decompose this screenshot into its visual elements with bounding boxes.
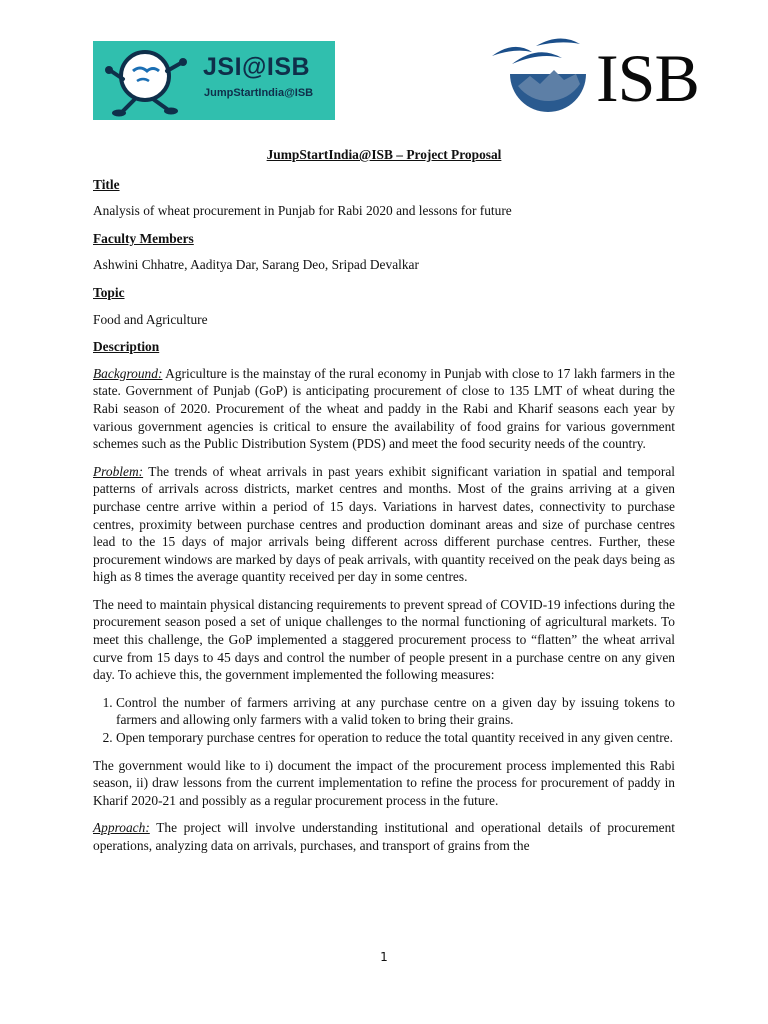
isb-logo-text: ISB bbox=[596, 40, 699, 116]
description-heading: Description bbox=[93, 339, 160, 355]
background-text: Agriculture is the mainstay of the rural economy in Punjab with close to 17 lakh farmers in the state. Government of Punjab (GoP) is anticipating procurement of close to 135 LMT of wheat during the Rabi season of 2020. Procurement of the wheat and paddy in the Rabi and Kharif seasons each year by various government agencies is critical to ensure the availability of food grains for various government schemes such as the Public Distribution System (PDS) and meet the food security needs of the country. bbox=[93, 365, 675, 452]
document-title: JumpStartIndia@ISB – Project Proposal bbox=[266, 147, 502, 162]
jsi-isb-logo bbox=[93, 41, 335, 120]
jsi-logo-text: JSI@ISB bbox=[203, 53, 311, 81]
measure-item: 1. Control the number of farmers arriving at any purchase centre on a given day by issuing tokens to farmers and allowing only farmers with a valid token to bring their grains. bbox=[116, 694, 675, 729]
measures-list bbox=[93, 694, 675, 747]
problem-paragraph bbox=[93, 463, 675, 586]
faculty-text: Ashwini Chhatre, Aaditya Dar, Sarang Deo, Sripad Devalkar bbox=[93, 257, 419, 273]
approach-paragraph bbox=[93, 819, 675, 854]
topic-heading: Topic bbox=[93, 284, 125, 300]
document-body bbox=[93, 146, 675, 865]
approach-lead: Approach: bbox=[93, 820, 150, 836]
problem-text: The trends of wheat arrivals in past years exhibit significant variation in spatial and temporal patterns of arrivals across districts, market centres and months. Most of the grains arriving at a given purchase centre arrive within a period of 15 days. Variations in harvest dates, connectivity to purchase centres, proximity between purchase centres and production dominant areas and size of purchase centres lead to the 15 days of major arrivals being different across different purchase centres. Further, these procurement windows are marked by days of peak arrivals, with quantity received on the peak days being as high as 8 times the average quantity received per day in some centres. bbox=[93, 463, 675, 585]
topic-text: Food and Agriculture bbox=[93, 311, 208, 327]
background-lead: Background: bbox=[93, 365, 163, 381]
problem-lead: Problem: bbox=[93, 463, 144, 479]
approach-text: The project will involve understanding institutional and operational details of procurement operations, analyzing data on arrivals, purchases, and transport of grains from the bbox=[93, 820, 675, 853]
page-number: 1 bbox=[380, 950, 388, 964]
background-paragraph bbox=[93, 365, 675, 453]
isb-emblem-icon bbox=[488, 34, 598, 114]
faculty-heading: Faculty Members bbox=[93, 230, 194, 246]
title-heading: Title bbox=[93, 176, 120, 192]
title-text: Analysis of wheat procurement in Punjab for Rabi 2020 and lessons for future bbox=[93, 203, 512, 219]
jsi-logo-subtext: JumpStartIndia@ISB bbox=[204, 87, 314, 99]
measure-item: 2. Open temporary purchase centres for operation to reduce the total quantity received in any given centre. bbox=[116, 729, 675, 747]
government-paragraph: The government would like to i) document the impact of the procurement process implemented this Rabi season, ii) draw lessons from the current implementation to refine the process for procurement of paddy in Kharif 2020-21 and possibly as a regular procurement process in the future. bbox=[93, 757, 675, 808]
covid-paragraph: The need to maintain physical distancing requirements to prevent spread of COVID-19 infections during the procurement season posed a set of unique challenges to the normal functioning of agricultural markets. To meet this challenge, the GoP implemented a staggered procurement process to “flatten” the wheat arrival curve from 15 days to 45 days and control the number of people present in a purchase centre on any given day. To achieve this, the government implemented the following measures: bbox=[93, 596, 675, 683]
